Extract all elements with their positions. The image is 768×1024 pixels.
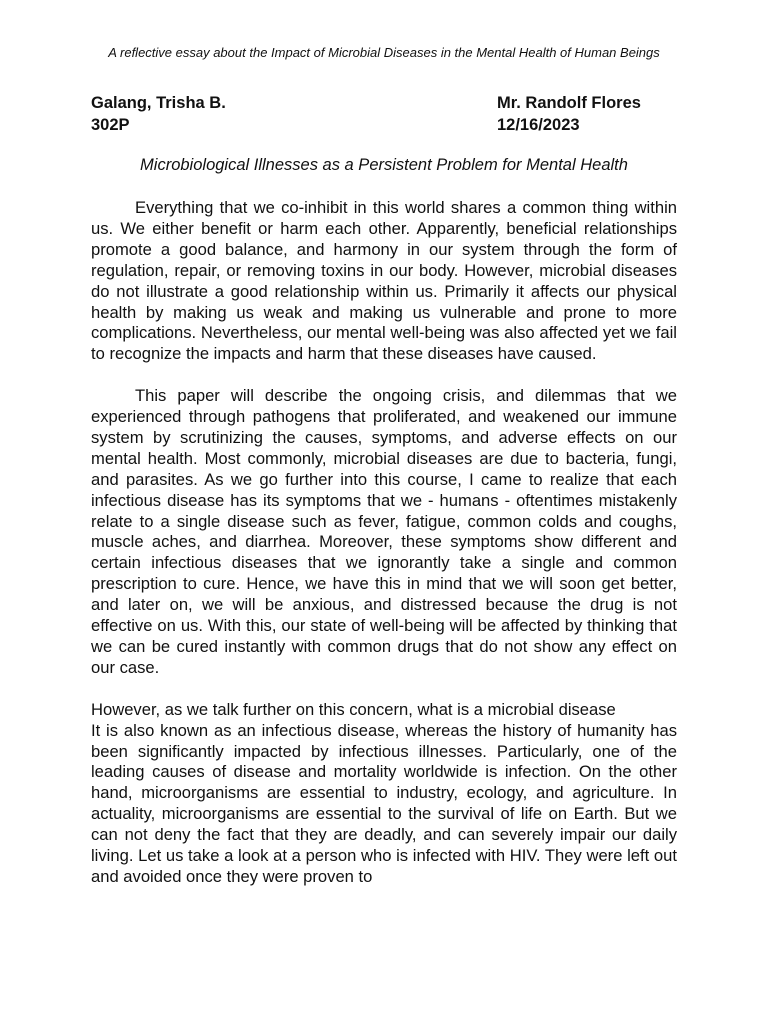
student-section: 302P: [91, 115, 130, 134]
page-header: A reflective essay about the Impact of Microbial Diseases in the Mental Health of Human Beings: [108, 45, 660, 60]
paragraph-3-first-line: However, as we talk further on this concern, what is a microbial disease: [91, 699, 616, 719]
paragraph-2: This paper will describe the ongoing crisis, and dilemmas that we experienced through pathogens that proliferated, and weakened our immune system by scrutinizing the causes, symptoms, and adverse effects on our mental health. Most commonly, microbial diseases are due to bacteria, fungi, and parasites. As we go further into this course, I came to realize that each infectious disease has its symptoms that we - humans - oftentimes mistakenly relate to a single disease such as fever, fatigue, common colds and coughs, muscle aches, and diarrhea. Moreover, these symptoms show different and certain infectious diseases that we ignorantly take a single and common prescription to cure. Hence, we have this in mind that we will soon get better, and later on, we will be anxious, and distressed because the drug is not effective on us. With this, our state of well-being will be affected by thinking that we can be cured instantly with common drugs that do not show any effect on our case.: [91, 386, 677, 677]
instructor-name: Mr. Randolf Flores: [497, 94, 641, 112]
paragraph-3: [91, 700, 677, 888]
paragraph-1: Everything that we co-inhibit in this world shares a common thing within us. We either benefit or harm each other. Apparently, beneficial relationships promote a good balance, and harmony in our system through the form of regulation, repair, or removing toxins in our body. However, microbial diseases do not illustrate a good relationship within us. Primarily it affects our physical health by making us weak and making us vulnerable and prone to more complications. Nevertheless, our mental well-being was also affected yet we fail to recognize the impacts and harm that these diseases have caused.: [91, 198, 677, 364]
paragraph-3-text: It is also known as an infectious disease, whereas the history of humanity has been significantly impacted by infectious illnesses. Particularly, one of the leading causes of disease and mortality worldwide is infection. On the other hand, microorganisms are essential to industry, ecology, and agriculture. In actuality, microorganisms are essential to the survival of life on Earth. But we can not deny the fact that they are deadly, and can severely impair our daily living. Let us take a look at a person who is infected with HIV. They were left out and avoided once they were proven to: [91, 720, 677, 886]
student-info: [91, 93, 226, 136]
submission-date: 12/16/2023: [497, 115, 580, 134]
essay-title: Microbiological Illnesses as a Persistent Problem for Mental Health: [140, 156, 628, 174]
instructor-info: [497, 93, 641, 136]
student-name: Galang, Trisha B.: [91, 94, 226, 112]
essay-body: [91, 198, 677, 888]
